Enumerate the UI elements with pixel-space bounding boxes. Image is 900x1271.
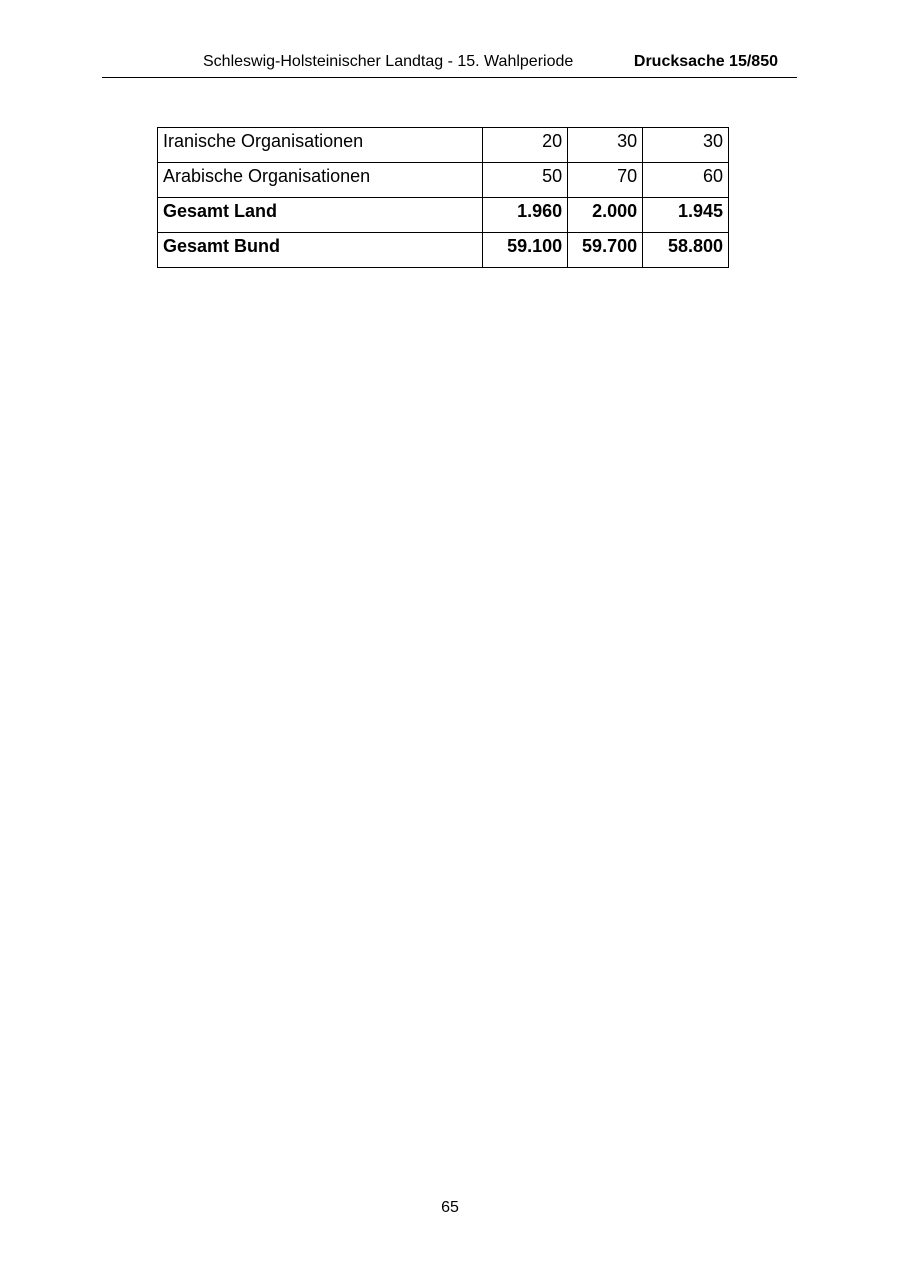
page-header (102, 50, 797, 78)
header-title: Schleswig-Holsteinischer Landtag - 15. Wahlperiode (203, 53, 574, 70)
table-row-total-bund (158, 233, 729, 268)
table-cell: 2.000 (568, 198, 643, 233)
row-label: Gesamt Land (158, 198, 483, 233)
header-document-number: Drucksache 15/850 (633, 53, 778, 70)
table-row (158, 128, 729, 163)
table-row (158, 163, 729, 198)
table-row-total-land (158, 198, 729, 233)
table-cell: 1.960 (483, 198, 568, 233)
table-cell: 1.945 (643, 198, 729, 233)
table-cell: 70 (568, 163, 643, 198)
table-cell: 30 (643, 128, 729, 163)
table-cell: 59.700 (568, 233, 643, 268)
table-cell: 60 (643, 163, 729, 198)
table-cell: 59.100 (483, 233, 568, 268)
table-cell: 50 (483, 163, 568, 198)
row-label: Iranische Organisationen (158, 128, 483, 163)
table-cell: 30 (568, 128, 643, 163)
page-number: 65 (441, 1199, 459, 1216)
row-label: Gesamt Bund (158, 233, 483, 268)
table-cell: 20 (483, 128, 568, 163)
data-table (157, 127, 729, 268)
table-cell: 58.800 (643, 233, 729, 268)
row-label: Arabische Organisationen (158, 163, 483, 198)
